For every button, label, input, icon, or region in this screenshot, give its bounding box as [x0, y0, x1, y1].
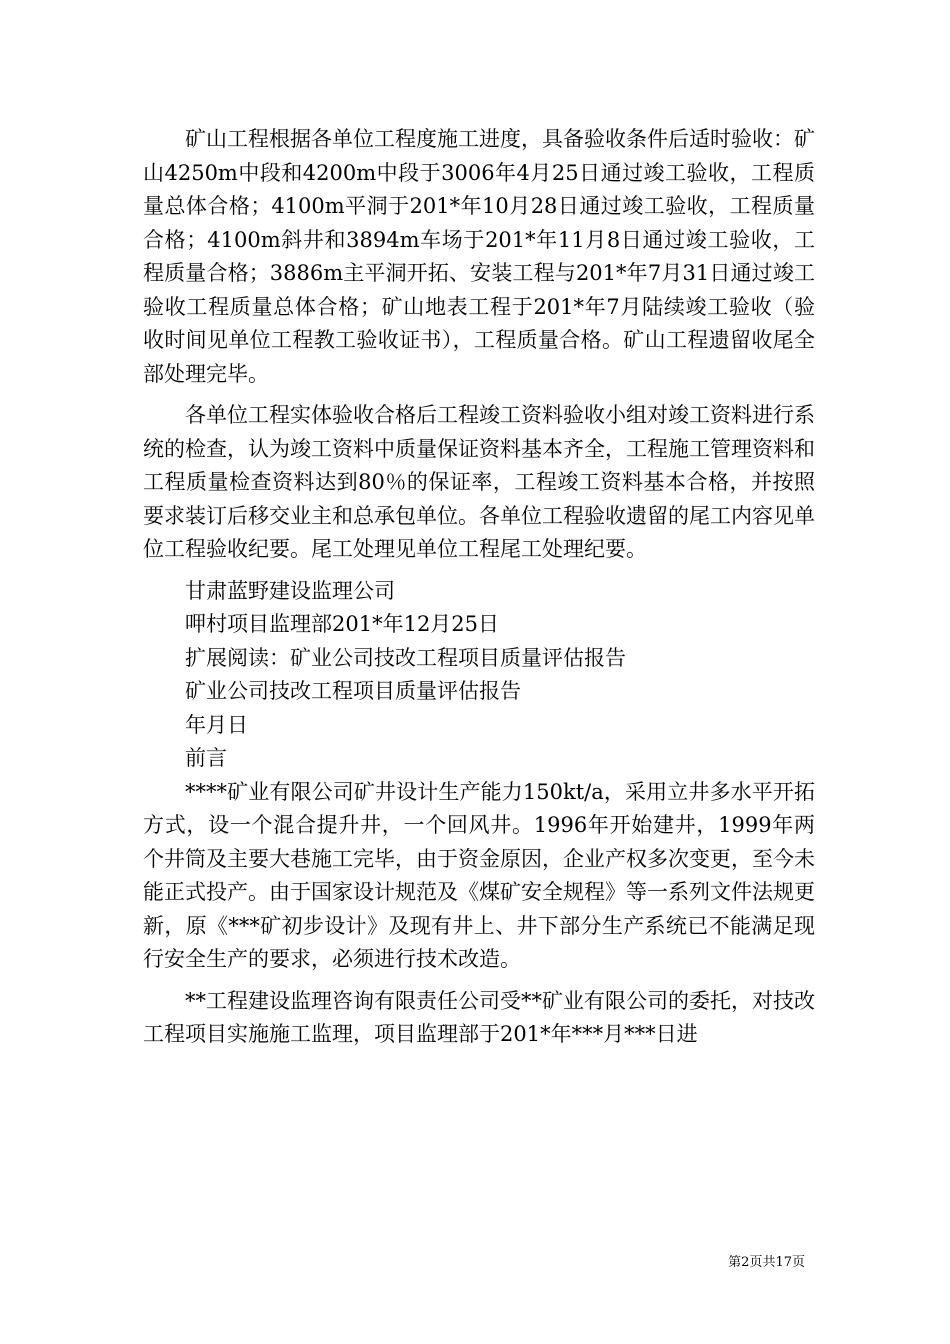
page-number: 第2页共17页 [728, 1255, 805, 1270]
signature-date: 呷村项目监理部201*年12月25日 [185, 612, 500, 636]
extended-reading: 扩展阅读：矿业公司技改工程项目质量评估报告 [185, 645, 626, 670]
paragraph-documents-check: 各单位工程实体验收合格后工程竣工资料验收小组对竣工资料进行系统的检查，认为竣工资料中质量保证资料基本齐全，工程施工管理资料和工程质量检查资料达到80％的保证率，工程竣工资料基本合格，并按照要求装订后移交业主和总承包单位。各单位工程验收遗留的尾工内容见单位工程验收纪要。尾工处理见单位工程尾工处理纪要。 [143, 403, 815, 561]
paragraph-acceptance: 矿山工程根据各单位工程度施工进度，具备验收条件后适时验收：矿山4250m中段和4200m中段于3006年4月25日通过竣工验收，工程质量总体合格；4100m平洞于201*年10月28日通过竣工验收，工程质量合格；4100m斜井和3894m车场于201*年11月8日通过竣工验收，工程质量合格；3886m主平洞开拓、安装工程与201*年7月31日通过竣工验收工程质量总体合格；矿山地表工程于201*年7月陆续竣工验收（验收时间见单位工程教工验收证书），工程质量合格。矿山工程遗留收尾全部处理完毕。 [143, 127, 815, 386]
paragraph-preface: ****矿业有限公司矿井设计生产能力150kt/a，采用立井多水平开拓方式，设一个混合提升井，一个回风井。1996年开始建井，1999年两个井筒及主要大巷施工完毕，由于资金原因，企业产权多次变更，至今未能正式投产。由于国家设计规范及《煤矿安全规程》等一系列文件法规更新，原《***矿初步设计》及现有井上、井下部分生产系统已不能满足现行安全生产的要求，必须进行技术改造。 [143, 779, 815, 971]
document-body [143, 123, 815, 1052]
report-title: 矿业公司技改工程项目质量评估报告 [185, 679, 521, 703]
paragraph-supervision: **工程建设监理咨询有限责任公司受**矿业有限公司的委托，对技改工程项目实施施工监理，项目监理部于201*年***月***日进 [143, 988, 815, 1046]
date-placeholder: 年月日 [185, 712, 248, 737]
preface-heading: 前言 [185, 746, 227, 770]
company-name: 甘肃蓝野建设监理公司 [185, 578, 395, 603]
